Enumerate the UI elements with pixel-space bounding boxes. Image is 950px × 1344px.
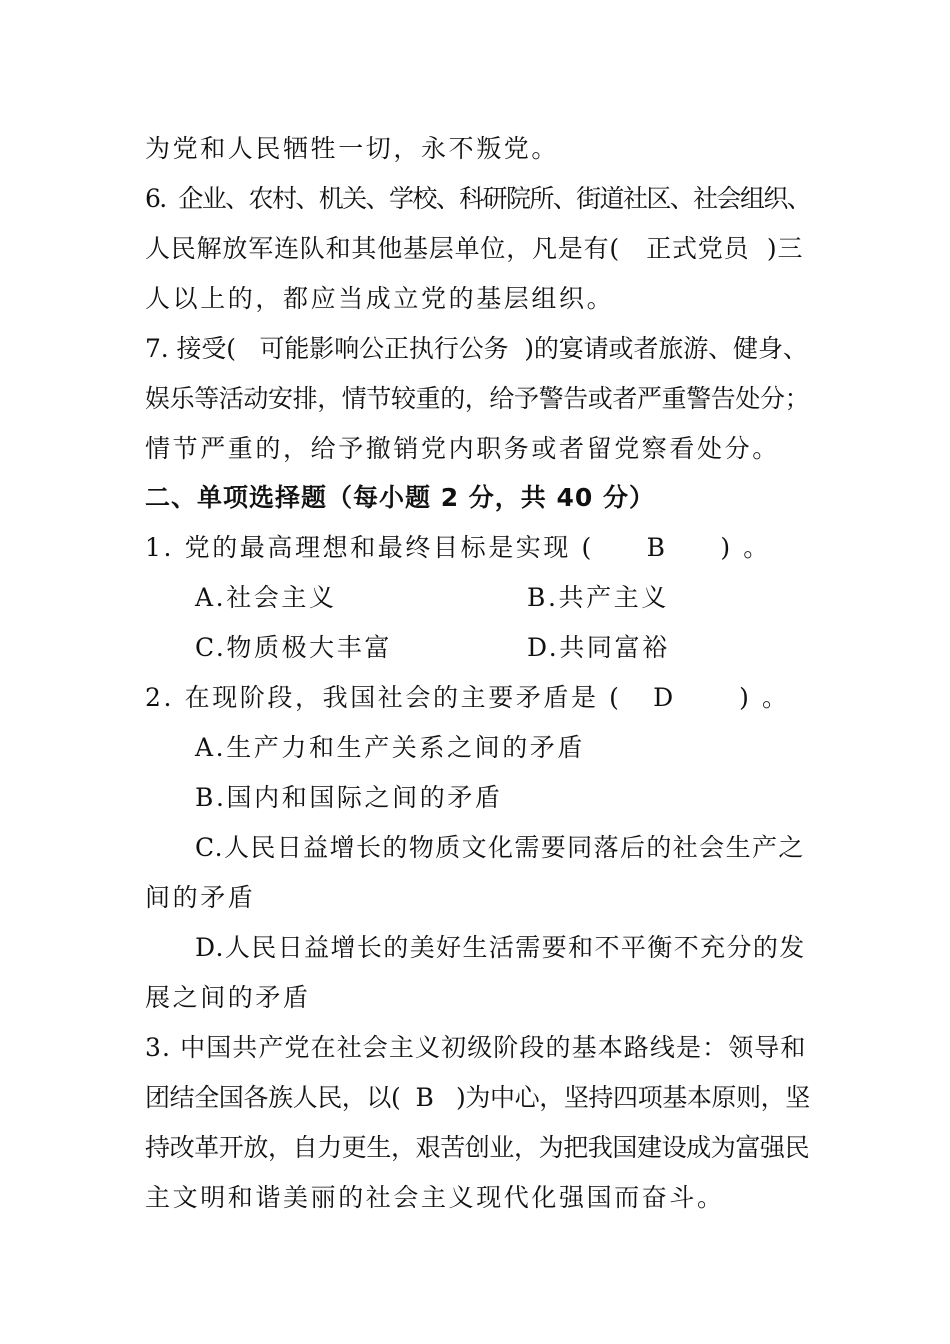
question-1-option-b: B.共产主义 xyxy=(527,583,669,612)
question-2-stem: 2. 在现阶段，我国社会的主要矛盾是 ( D ) 。 xyxy=(145,683,790,712)
question-3-line: 团结全国各族人民，以( B )为中心，坚持四项基本原则，坚 xyxy=(145,1083,810,1112)
section-title: 二、单项选择题（每小题 2 分，共 40 分） xyxy=(145,483,656,512)
question-2-option-d: D.人民日益增长的美好生活需要和不平衡不充分的发 xyxy=(195,933,806,962)
question-2-option-a: A.生产力和生产关系之间的矛盾 xyxy=(195,733,586,762)
question-1-option-d: D.共同富裕 xyxy=(527,633,670,662)
question-3-line: 3. 中国共产党在社会主义初级阶段的基本路线是：领导和 xyxy=(145,1033,807,1062)
paragraph-line: 情节严重的，给予撤销党内职务或者留党察看处分。 xyxy=(145,434,780,463)
paragraph-line: 人以上的，都应当成立党的基层组织。 xyxy=(145,284,615,313)
question-2-option-c: C.人民日益增长的物质文化需要同落后的社会生产之 xyxy=(195,833,805,862)
paragraph-line: 6. 企业、农村、机关、学校、科研院所、街道社区、社会组织、 xyxy=(145,184,811,213)
question-2-option-d-continued: 展之间的矛盾 xyxy=(145,983,311,1012)
question-2-option-b: B.国内和国际之间的矛盾 xyxy=(195,783,503,812)
question-1-option-a: A.社会主义 xyxy=(195,583,337,612)
paragraph-line: 娱乐等活动安排，情节较重的，给予警告或者严重警告处分； xyxy=(145,384,810,413)
question-1-stem: 1. 党的最高理想和最终目标是实现 ( B ) 。 xyxy=(145,533,771,562)
question-2-option-c-continued: 间的矛盾 xyxy=(145,883,256,912)
paragraph-line: 人民解放军连队和其他基层单位，凡是有( 正式党员 )三 xyxy=(145,234,804,263)
paragraph-line: 7. 接受( 可能影响公正执行公务 )的宴请或者旅游、健身、 xyxy=(145,334,808,363)
paragraph-line: 为党和人民牺牲一切，永不叛党。 xyxy=(145,134,560,163)
question-3-line: 主文明和谐美丽的社会主义现代化强国而奋斗。 xyxy=(145,1183,725,1212)
question-3-line: 持改革开放，自力更生，艰苦创业，为把我国建设成为富强民 xyxy=(145,1133,810,1162)
question-1-option-c: C.物质极大丰富 xyxy=(195,633,392,662)
